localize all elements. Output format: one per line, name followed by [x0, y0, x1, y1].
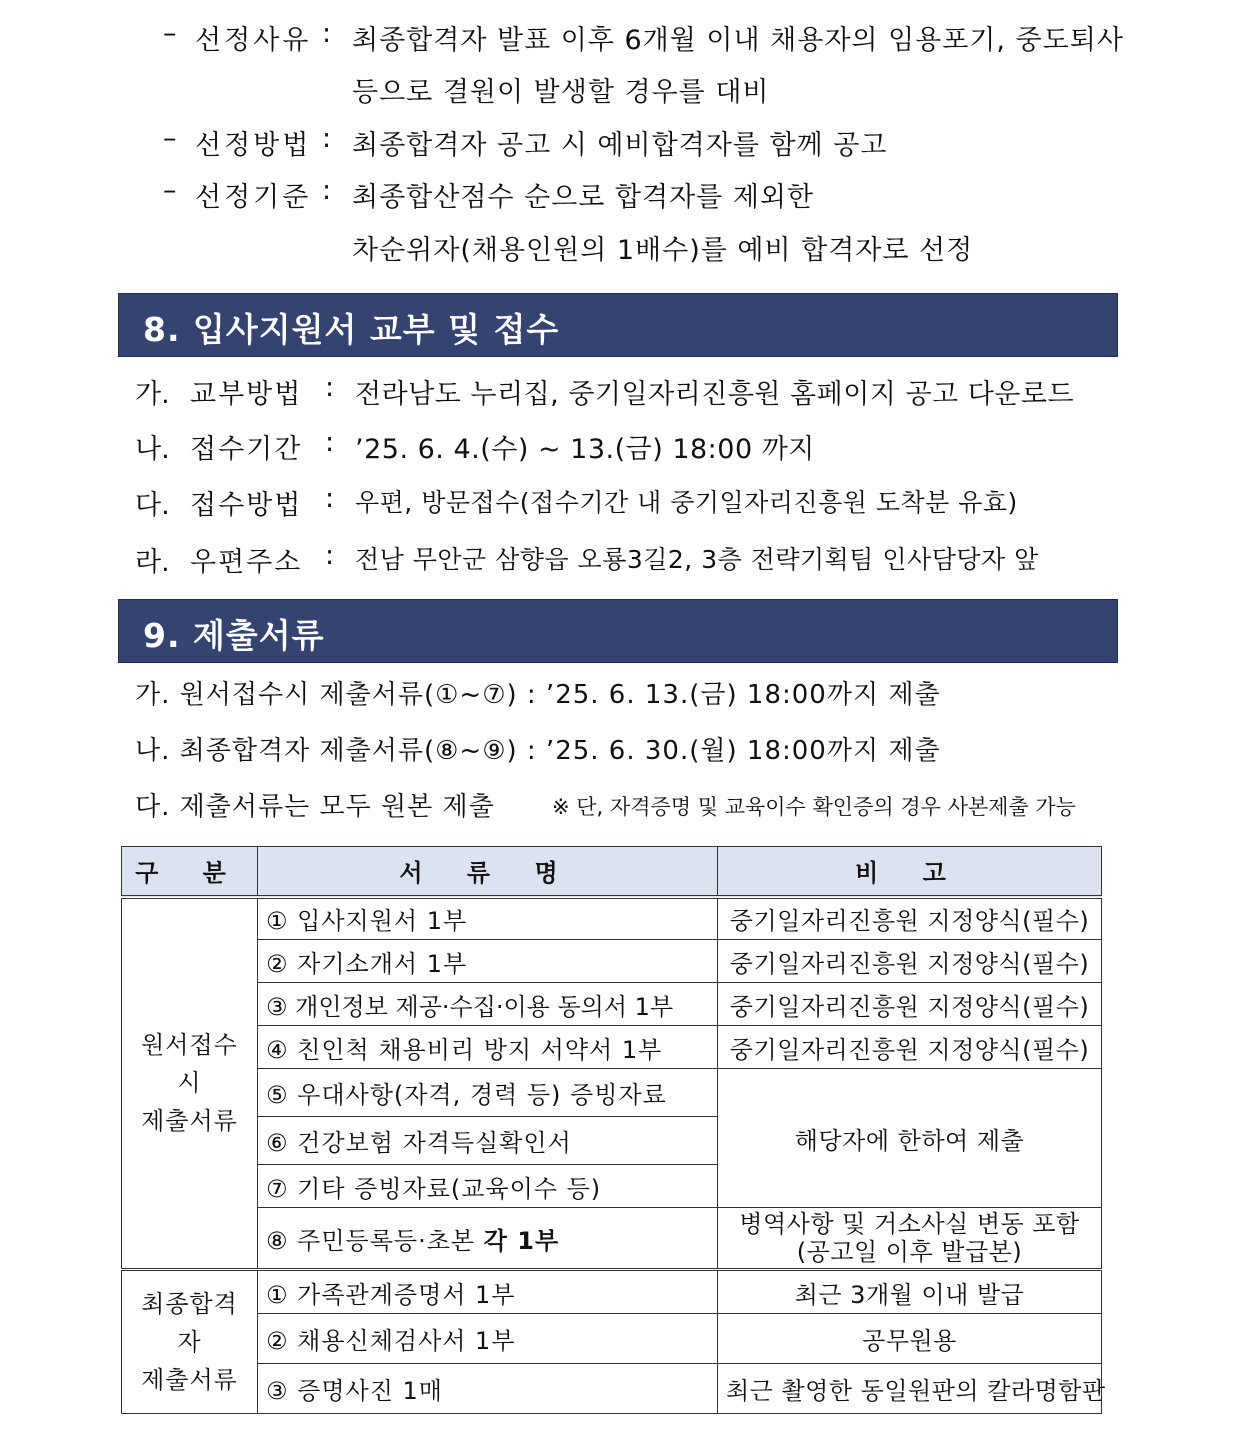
item-key: 라. [135, 547, 170, 578]
table-row [122, 1270, 1102, 1314]
group-label: 제출서류 [141, 1366, 238, 1394]
document-remark: 해당자에 한하여 제출 [718, 1069, 1102, 1208]
item-label: 접수기간 [190, 434, 303, 465]
table-row [122, 1026, 1102, 1069]
selection-text-continued: 등으로 결원이 발생할 경우를 대비 [352, 77, 770, 108]
document-name: ② 자기소개서 1부 [258, 940, 718, 983]
section-8-header [118, 293, 1118, 357]
document-remark: 중기일자리진흥원 지정양식(필수) [718, 1026, 1102, 1069]
group-label: 원서접수시 [141, 1031, 238, 1098]
section-9-header [118, 599, 1118, 663]
document-name: ① 가족관계증명서 1부 [258, 1270, 718, 1314]
colon: : [322, 123, 332, 154]
document-remark: 중기일자리진흥원 지정양식(필수) [718, 983, 1102, 1026]
table-row [122, 1364, 1102, 1414]
selection-label: 선정기준 [195, 182, 312, 213]
selection-text: 최종합격자 발표 이후 6개월 이내 채용자의 임용포기, 중도퇴사 [352, 25, 1124, 56]
bullet-dash: – [163, 123, 177, 154]
colon: : [325, 427, 335, 458]
colon: : [322, 175, 332, 206]
bullet-dash: – [163, 18, 177, 49]
item-value: 우편, 방문접수(접수기간 내 중기일자리진흥원 도착분 유효) [355, 488, 1018, 517]
header-category: 구 분 [122, 847, 258, 897]
item-value: ’25. 6. 4.(수) ~ 13.(금) 18:00 까지 [355, 434, 815, 465]
document-remark [718, 1208, 1102, 1270]
header-remark: 비 고 [718, 847, 1102, 897]
section-9-item: 다. 제출서류는 모두 원본 제출 [135, 792, 495, 822]
section-9-item: 가. 원서접수시 제출서류(①~⑦) : ’25. 6. 13.(금) 18:00까지 제출 [135, 680, 941, 710]
table-row [122, 1208, 1102, 1270]
table-row [122, 1069, 1102, 1117]
selection-label: 선정사유 [195, 25, 312, 56]
document-name: ⑥ 건강보험 자격득실확인서 [258, 1117, 718, 1165]
table-row [122, 897, 1102, 940]
document-remark: 중기일자리진흥원 지정양식(필수) [718, 940, 1102, 983]
document-remark: 최근 촬영한 동일원판의 칼라명함판 [718, 1364, 1102, 1414]
item-label: 우편주소 [190, 547, 303, 578]
colon: : [325, 540, 335, 571]
document-name: ⑦ 기타 증빙자료(교육이수 등) [258, 1165, 718, 1208]
document-name: ④ 친인척 채용비리 방지 서약서 1부 [258, 1026, 718, 1069]
item-value: 전라남도 누리집, 중기일자리진흥원 홈페이지 공고 다운로드 [355, 379, 1075, 410]
table-row [122, 1314, 1102, 1364]
document-remark: 공무원용 [718, 1314, 1102, 1364]
document-remark: 최근 3개월 이내 발급 [718, 1270, 1102, 1314]
documents-table [121, 846, 1106, 1414]
remark-line: 병역사항 및 거소사실 변동 포함 [739, 1210, 1080, 1238]
document-name: ③ 증명사진 1매 [258, 1364, 718, 1414]
remark-line: (공고일 이후 발급본) [796, 1238, 1023, 1266]
section-title: 8. 입사지원서 교부 및 접수 [143, 310, 560, 349]
group-application [122, 897, 258, 1270]
document-name: ② 채용신체검사서 1부 [258, 1314, 718, 1364]
colon: : [325, 483, 335, 514]
item-label: 접수방법 [190, 490, 303, 521]
section-title: 9. 제출서류 [143, 616, 325, 655]
bullet-dash: – [163, 175, 177, 206]
selection-text: 최종합산점수 순으로 합격자를 제외한 [352, 182, 815, 213]
group-label: 최종합격자 [141, 1290, 238, 1356]
section-9-item: 나. 최종합격자 제출서류(⑧~⑨) : ’25. 6. 30.(월) 18:00까지 제출 [135, 736, 941, 766]
section-9-note: ※ 단, 자격증명 및 교육이수 확인증의 경우 사본제출 가능 [552, 795, 1076, 819]
document-name: ⑤ 우대사항(자격, 경력 등) 증빙자료 [258, 1069, 718, 1117]
item-label: 교부방법 [190, 379, 303, 410]
selection-label: 선정방법 [195, 130, 312, 161]
item-value: 전남 무안군 삼향읍 오룡3길2, 3층 전략기획팀 인사담당자 앞 [355, 545, 1039, 574]
colon: : [322, 18, 332, 49]
selection-text-continued: 차순위자(채용인원의 1배수)를 예비 합격자로 선정 [352, 235, 974, 266]
group-label: 제출서류 [141, 1107, 238, 1136]
document-name-text: ⑧ 주민등록등·초본 [266, 1226, 484, 1255]
table-row [122, 940, 1102, 983]
colon: : [325, 372, 335, 403]
group-final [122, 1270, 258, 1414]
item-key: 나. [135, 434, 170, 465]
document-name [258, 1208, 718, 1270]
document-remark: 중기일자리진흥원 지정양식(필수) [718, 897, 1102, 940]
document-name: ① 입사지원서 1부 [258, 897, 718, 940]
table-header-row [122, 847, 1102, 897]
document-name-bold: 각 1부 [483, 1226, 560, 1255]
document-name: ③ 개인정보 제공·수집·이용 동의서 1부 [258, 983, 718, 1026]
item-key: 가. [135, 379, 170, 410]
selection-text: 최종합격자 공고 시 예비합격자를 함께 공고 [352, 130, 888, 161]
item-key: 다. [135, 490, 170, 521]
table-row [122, 983, 1102, 1026]
header-document: 서 류 명 [258, 847, 718, 897]
